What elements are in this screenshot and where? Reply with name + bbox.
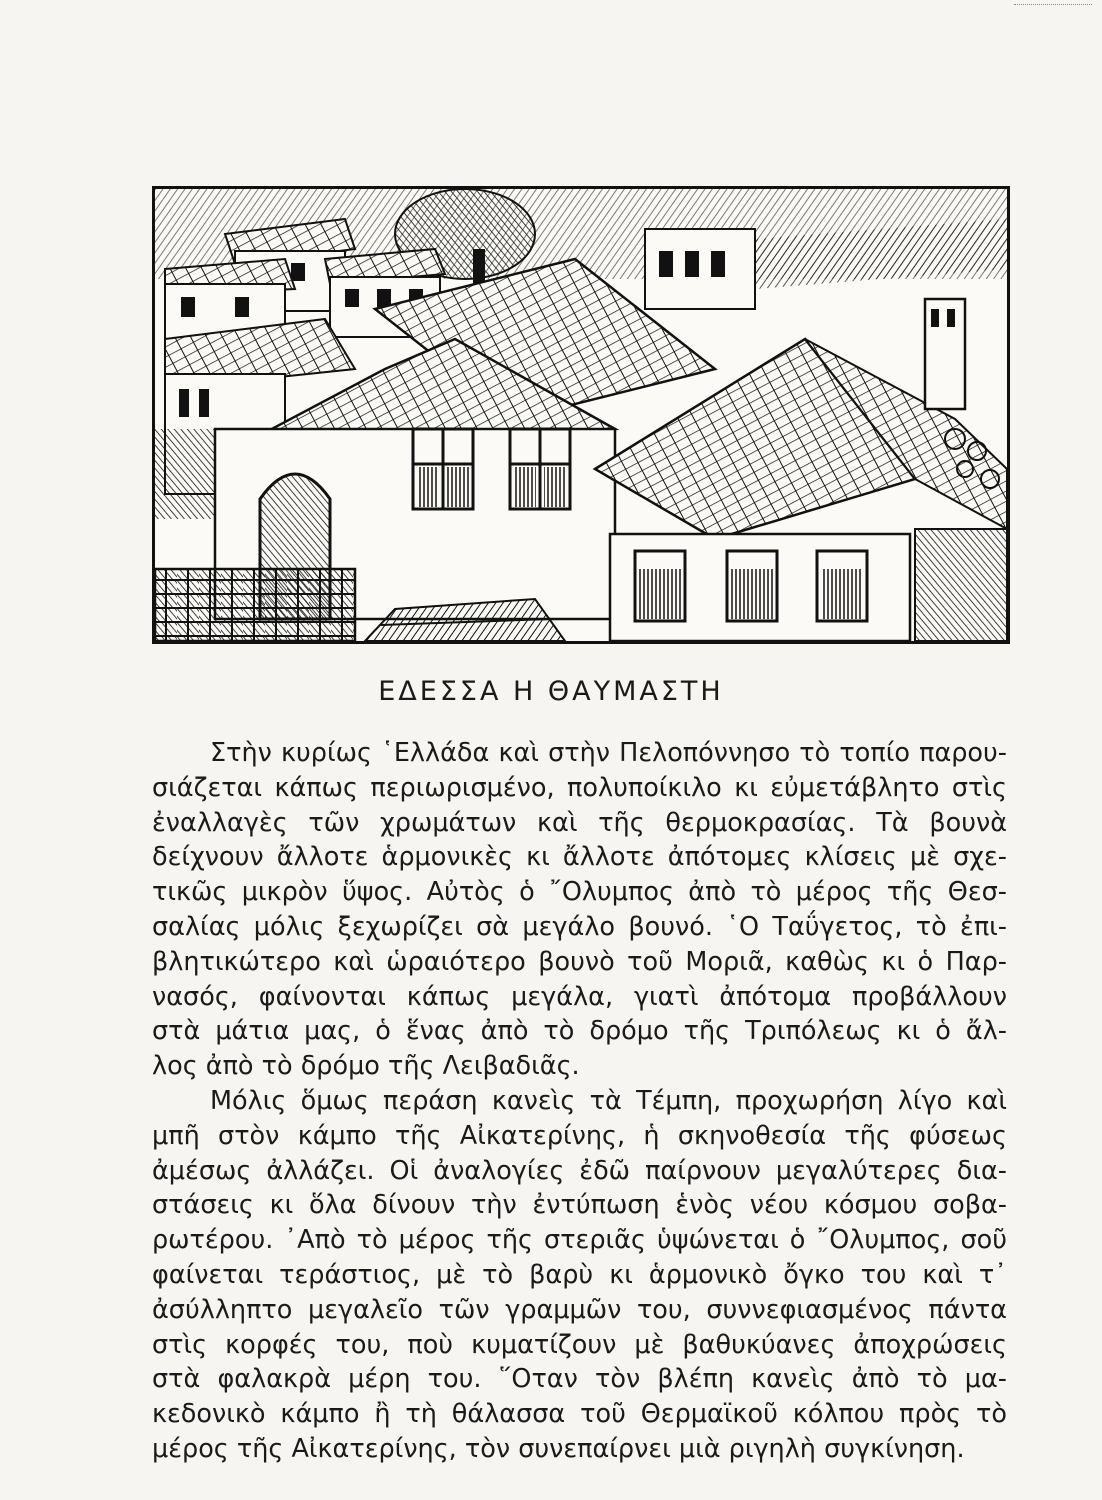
text-line: ρωτέρου. ᾿Απὸ τὸ μέρος τῆς στεριᾶς ὑψώνεται ὁ ῎Ολυμπος, σοῦ	[152, 1225, 1007, 1256]
text-line: Στὴν κυρίως ῾Ελλάδα καὶ στὴν Πελοπόννησο τὸ τοπίο παρου-	[210, 738, 1007, 768]
woodcut-illustration	[152, 186, 1010, 644]
text-line: στὶς κορφές του, ποὺ κυματίζουν μὲ βαθυκύανες ἀποχρώσεις	[152, 1329, 1007, 1360]
text-line: ἐναλλαγὲς τῶν χρωμάτων καὶ τῆς θερμοκρασίας. Τὰ βουνὰ	[152, 807, 1007, 838]
text-line: στὰ μάτια μας, ὁ ἕνας ἀπὸ τὸ δρόμο τῆς Τριπόλεως κι ὁ ἄλ-	[152, 1016, 1007, 1047]
text-line: σιάζεται κάπως περιωρισμένο, πολυποίκιλο κι εὐμετάβλητο στὶς	[152, 772, 1007, 803]
text-line: σαλίας μόλις ξεχωρίζει σὰ μεγάλο βουνό. ῾Ο Ταΰγετος, τὸ ἐπι-	[152, 911, 1007, 942]
paragraph-2	[152, 1084, 1007, 1467]
text-line: στὰ φαλακρὰ μέρη του. ῞Οταν τὸν βλέπη κανεὶς ἀπὸ τὸ μα-	[152, 1364, 1007, 1395]
text-line: δείχνουν ἄλλοτε ἁρμονικὲς κι ἄλλοτε ἀπότομες κλίσεις μὲ σχε-	[152, 842, 1007, 873]
text-line: κεδονικὸ κάμπο ἢ τὴ θάλασσα τοῦ Θερμαϊκοῦ κόλπου πρὸς τὸ	[152, 1399, 1007, 1430]
text-line: βλητικώτερο καὶ ὡραιότερο βουνὸ τοῦ Μοριᾶ, καθὼς κι ὁ Παρ-	[152, 946, 1007, 977]
text-line: ἀμέσως ἀλλάζει. Οἱ ἀναλογίες ἐδῶ παίρνουν μεγαλύτερες δια-	[152, 1155, 1007, 1186]
village-houses-drawing	[155, 189, 1007, 641]
text-line: μπῆ στὸν κάμπο τῆς Αἰκατερίνης, ἡ σκηνοθεσία τῆς φύσεως	[152, 1120, 1007, 1151]
body-text	[152, 736, 1007, 1467]
text-line: λος ἀπὸ τὸ δρόμο τῆς Λειβαδιᾶς.	[152, 1051, 580, 1082]
corner-mark	[1014, 4, 1092, 5]
paragraph-1	[152, 736, 1007, 1084]
text-line: νασός, φαίνονται κάπως μεγάλα, γιατὶ ἀπότομα προβάλλουν	[152, 981, 1007, 1012]
text-line: Μόλις ὅμως περάση κανεὶς τὰ Τέμπη, προχωρήση λίγο καὶ	[210, 1085, 1007, 1116]
text-line: μέρος τῆς Αἰκατερίνης, τὸν συνεπαίρνει μιὰ ριγηλὴ συγκίνηση.	[152, 1433, 965, 1464]
chapter-title: ΕΔΕΣΣΑ Η ΘΑΥΜΑΣΤΗ	[378, 676, 724, 707]
text-line: ἀσύλληπτο μεγαλεῖο τῶν γραμμῶν του, συννεφιασμένος πάντα	[152, 1294, 1007, 1325]
text-line: φαίνεται τεράστιος, μὲ τὸ βαρὺ κι ἁρμονικὸ ὄγκο του καὶ τ᾿	[152, 1259, 1007, 1290]
text-line: τικῶς μικρὸν ὕψος. Αὐτὸς ὁ ῎Ολυμπος ἀπὸ τὸ μέρος τῆς Θεσ-	[152, 877, 1007, 908]
text-line: στάσεις κι ὅλα δίνουν τὴν ἐντύπωση ἑνὸς νέου κόσμου σοβα-	[152, 1190, 1007, 1221]
